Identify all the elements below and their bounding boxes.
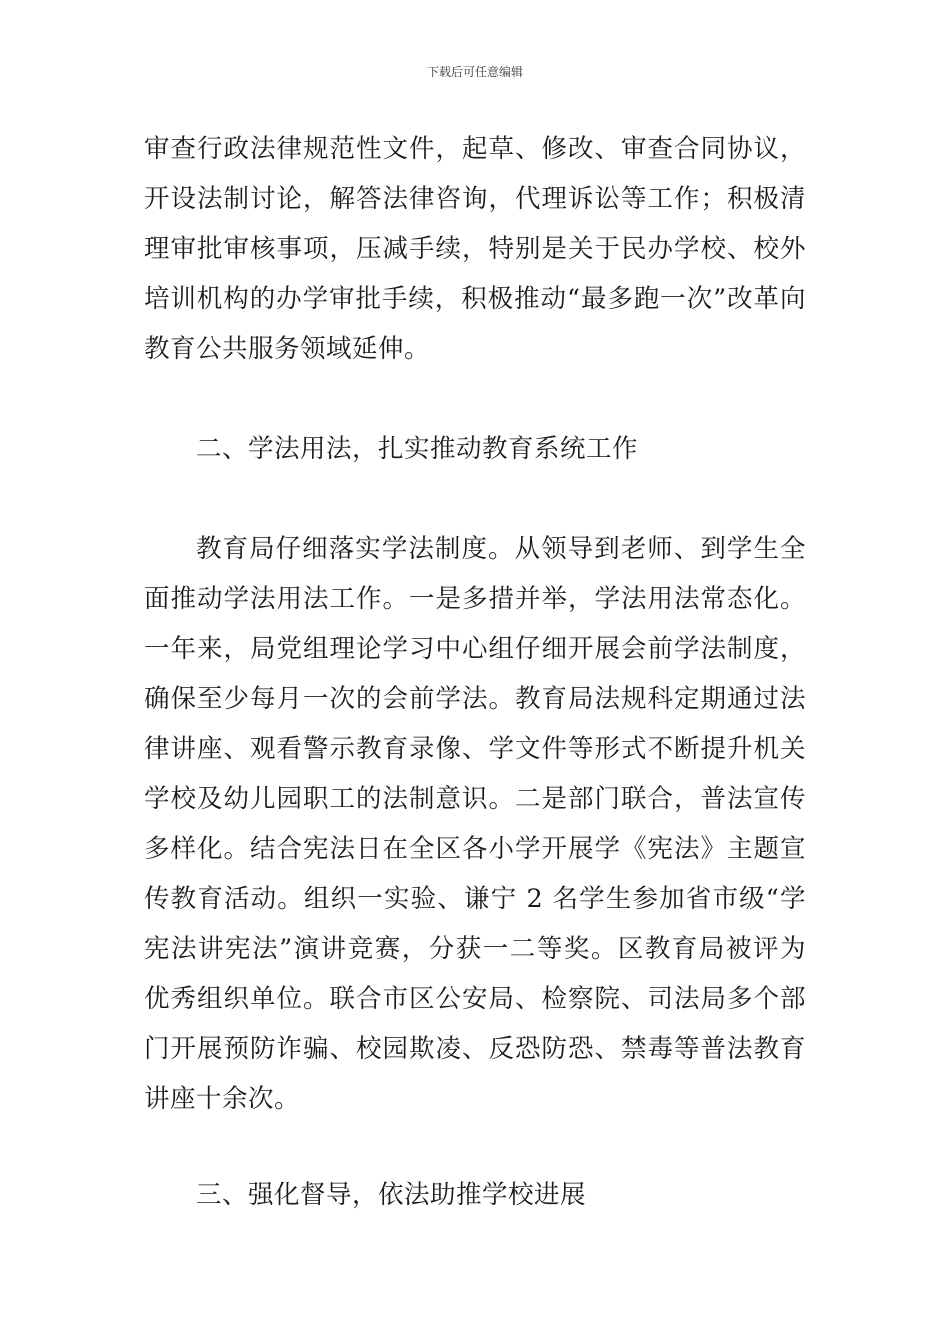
page-header: 下载后可任意编辑 [426,65,523,79]
paragraph-legal-review: 审查行政法律规范性文件，起草、修改、审查合同协议，开设法制讨论，解答法律咨询，代理诉讼等工作；积极清理审批审核事项，压减手续，特别是关于民办学校、校外培训机构的办学审批手续，积极推动“最多跑一次”改革向教育公共服务领域延伸。 [144,134,806,364]
section-heading-3: 三、强化督导，依法助推学校进展 [196,1180,587,1210]
paragraph-law-study: 教育局仔细落实学法制度。从领导到老师、到学生全面推动学法用法工作。一是多措并举，学法用法常态化。一年来，局党组理论学习中心组仔细开展会前学法制度，确保至少每月一次的会前学法。教育局法规科定期通过法律讲座、观看警示教育录像、学文件等形式不断提升机关学校及幼儿园职工的法制意识。二是部门联合，普法宣传多样化。结合宪法日在全区各小学开展学《宪法》主题宣传教育活动。组织一实验、谦宁 2 名学生参加省市级“学宪法讲宪法”演讲竞赛，分获一二等奖。区教育局被评为优秀组织单位。联合市区公安局、检察院、司法局多个部门开展预防诈骗、校园欺凌、反恐防恐、禁毒等普法教育讲座十余次。 [144,534,806,1114]
section-heading-2: 二、学法用法，扎实推动教育系统工作 [196,434,639,464]
